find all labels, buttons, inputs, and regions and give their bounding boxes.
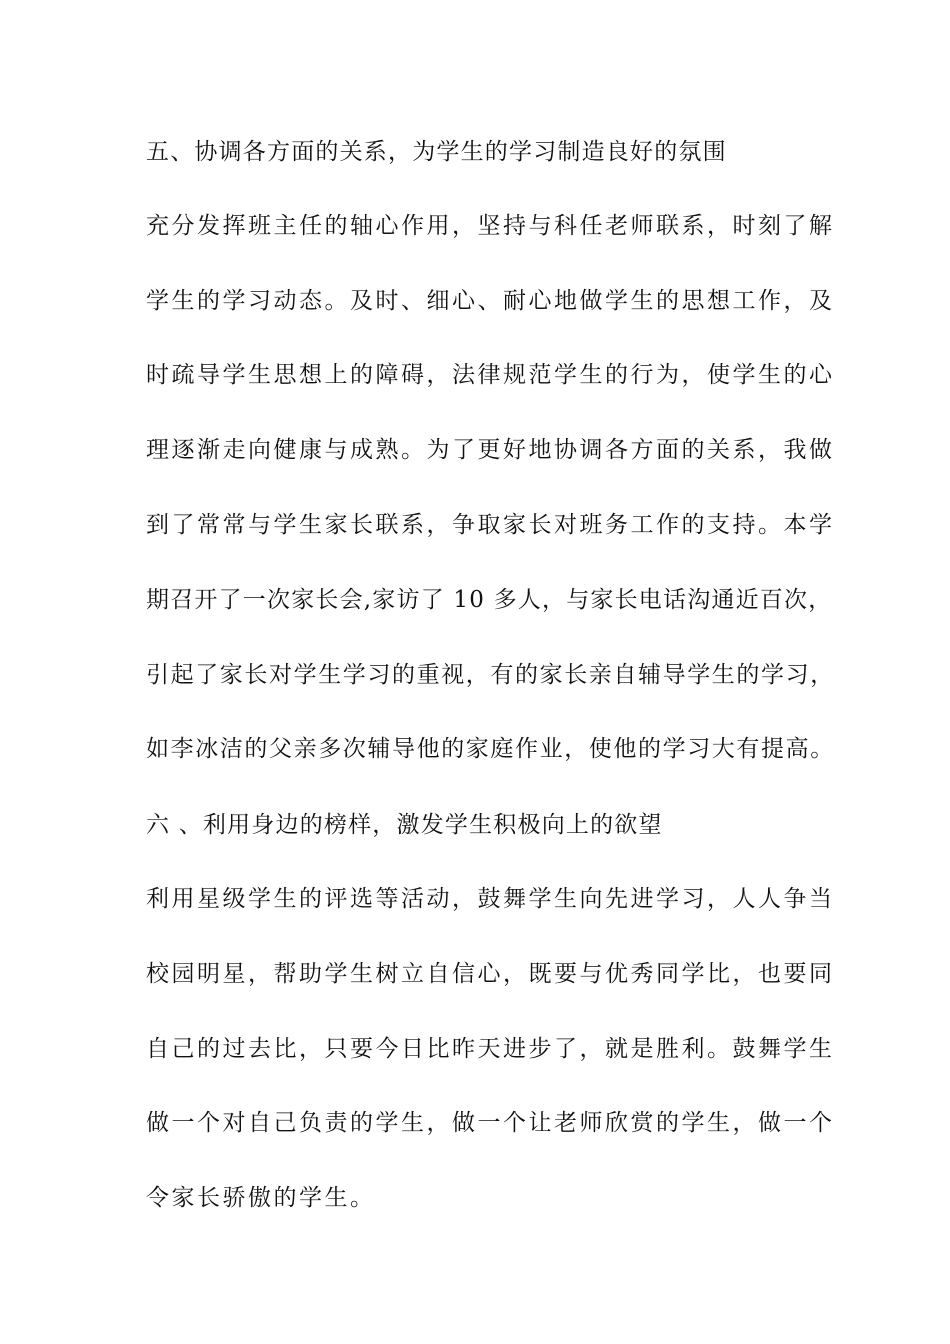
paragraph-line: 令家长骄傲的学生。 (146, 1185, 376, 1211)
paragraph-line: 理逐渐走向健康与成熟。为了更好地协调各方面的关系，我做 (146, 437, 835, 463)
paragraph-line: 利用星级学生的评选等活动，鼓舞学生向先进学习，人人争当 (146, 886, 835, 912)
paragraph-line: 学生的学习动态。及时、细心、耐心地做学生的思想工作，及 (146, 288, 835, 314)
section-heading-6: 六 、利用身边的榜样，激发学生积极向上的欲望 (146, 812, 663, 838)
paragraph-line: 充分发挥班主任的轴心作用，坚持与科任老师联系，时刻了解 (146, 213, 835, 239)
paragraph-line: 到了常常与学生家长联系，争取家长对班务工作的支持。本学 (146, 512, 835, 538)
paragraph-line: 如李冰洁的父亲多次辅导他的家庭作业，使他的学习大有提高。 (146, 736, 835, 762)
section-heading-5: 五、协调各方面的关系，为学生的学习制造良好的氛围 (146, 139, 727, 165)
paragraph-line: 时疏导学生思想上的障碍，法律规范学生的行为，使学生的心 (146, 362, 835, 388)
paragraph-line: 引起了家长对学生学习的重视，有的家长亲自辅导学生的学习， (146, 662, 835, 688)
paragraph-line: 做一个对自己负责的学生，做一个让老师欣赏的学生，做一个 (146, 1110, 835, 1136)
paragraph-line: 校园明星，帮助学生树立自信心，既要与优秀同学比，也要同 (146, 961, 835, 987)
paragraph-line: 自己的过去比，只要今日比昨天进步了，就是胜利。鼓舞学生 (146, 1036, 835, 1062)
paragraph-line: 期召开了一次家长会,家访了 10 多人，与家长电话沟通近百次， (146, 587, 833, 613)
